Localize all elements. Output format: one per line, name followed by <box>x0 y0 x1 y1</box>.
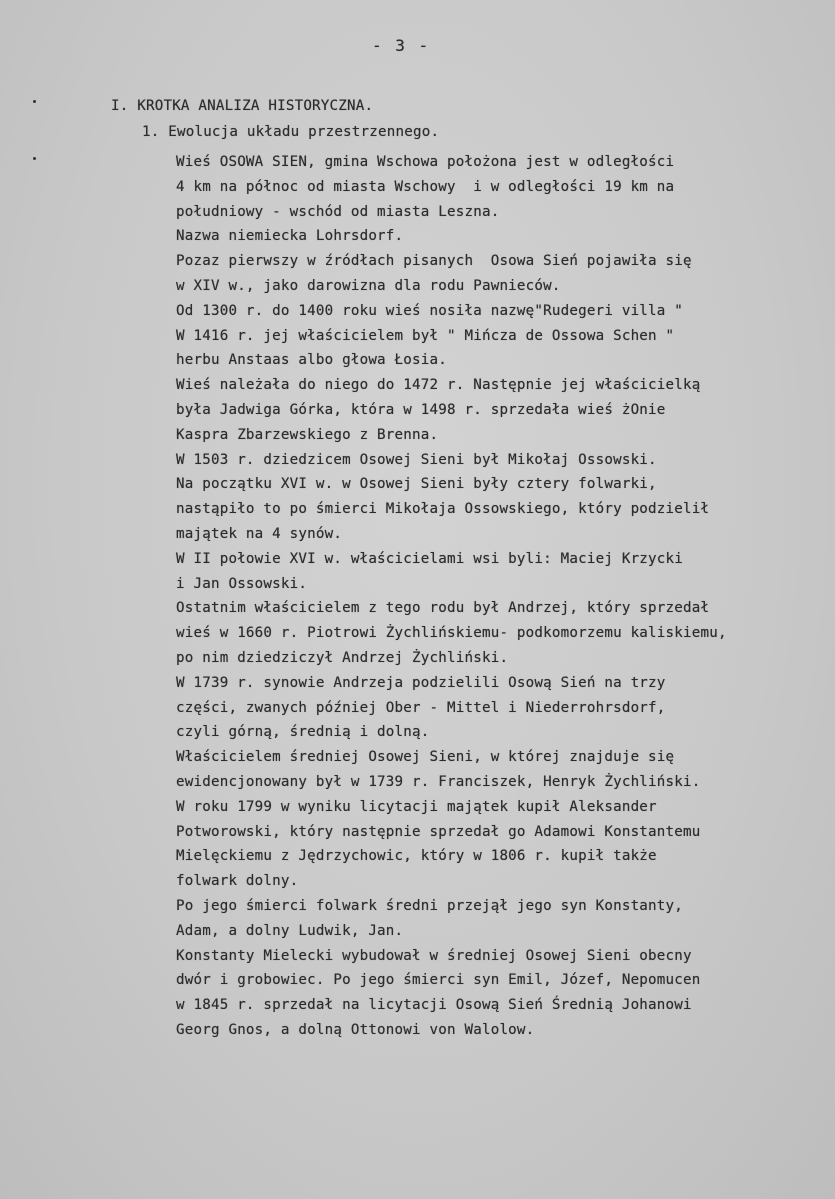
punch-mark <box>33 157 36 160</box>
text-line: w XIV w., jako darowizna dla rodu Pawnieców. <box>176 277 561 294</box>
text-line: W 1416 r. jej właścicielem był " Mińcza de Ossowa Schen " <box>176 327 675 344</box>
text-line: Adam, a dolny Ludwik, Jan. <box>176 922 404 939</box>
text-line: południowy - wschód od miasta Leszna. <box>176 203 500 220</box>
text-line: Wieś OSOWA SIEN, gmina Wschowa położona jest w odległości <box>176 154 675 170</box>
punch-mark <box>33 100 36 103</box>
text-line: 4 km na północ od miasta Wschowy i w odległości 19 km na <box>176 178 675 195</box>
paragraph <box>176 150 727 1043</box>
text-line: folwark dolny. <box>176 873 299 890</box>
text-line: Konstanty Mielecki wybudował w średniej Osowej Sieni obecny <box>176 947 692 964</box>
text-line: Wieś należała do niego do 1472 r. Następnie jej właścicielką <box>176 377 701 394</box>
text-line: Nazwa niemiecka Lohrsdorf. <box>176 228 404 245</box>
text-line: Kaspra Zbarzewskiego z Brenna. <box>176 426 439 443</box>
text-line: nastąpiło to po śmierci Mikołaja Ossowskiego, który podzielił <box>176 501 710 518</box>
text-line: była Jadwiga Górka, która w 1498 r. sprzedała wieś żOnie <box>176 401 666 418</box>
text-line: ewidencjonowany był w 1739 r. Franciszek, Henryk Żychliński. <box>176 773 701 790</box>
text-line: wieś w 1660 r. Piotrowi Żychlińskiemu- podkomorzemu kaliskiemu, <box>176 625 727 642</box>
text-line: i Jan Ossowski. <box>176 575 308 592</box>
chapter-heading: I. KROTKA ANALIZA HISTORYCZNA. <box>111 98 374 114</box>
text-line: części, zwanych później Ober - Mittel i Niederrohrsdorf, <box>176 699 666 716</box>
text-line: Ostatnim właścicielem z tego rodu był Andrzej, który sprzedał <box>176 600 710 617</box>
text-line: dwór i grobowiec. Po jego śmierci syn Emil, Józef, Nepomucen <box>176 972 701 989</box>
text-line: Potworowski, który następnie sprzedał go Adamowi Konstantemu <box>176 823 701 840</box>
text-line: Na początku XVI w. w Osowej Sieni były cztery folwarki, <box>176 476 657 493</box>
text-line: Mielęckiemu z Jędrzychowic, który w 1806 r. kupił także <box>176 848 657 865</box>
text-line: W 1503 r. dziedzicem Osowej Sieni był Mikołaj Ossowski. <box>176 451 657 468</box>
text-line: w 1845 r. sprzedał na licytacji Osową Sień Średnią Johanowi <box>176 997 692 1014</box>
text-line: herbu Anstaas albo głowa Łosia. <box>176 352 447 369</box>
text-line: Właścicielem średniej Osowej Sieni, w której znajduje się <box>176 749 675 766</box>
text-line: W 1739 r. synowie Andrzeja podzielili Osową Sień na trzy <box>176 674 666 691</box>
section-heading: 1. Ewolucja układu przestrzennego. <box>142 124 440 140</box>
text-line: Od 1300 r. do 1400 roku wieś nosiła nazwę"Rudegeri villa " <box>176 302 684 319</box>
text-line: majątek na 4 synów. <box>176 525 343 542</box>
text-line: po nim dziedziczył Andrzej Żychliński. <box>176 649 509 666</box>
text-line: W roku 1799 w wyniku licytacji majątek kupił Aleksander <box>176 798 657 815</box>
text-line: W II połowie XVI w. właścicielami wsi byli: Maciej Krzycki <box>176 550 684 567</box>
text-line: czyli górną, średnią i dolną. <box>176 724 430 741</box>
page-number: - 3 - <box>372 36 431 55</box>
text-line: Po jego śmierci folwark średni przejął jego syn Konstanty, <box>176 897 684 914</box>
text-line: Pozaz pierwszy w źródłach pisanych Osowa Sień pojawiła się <box>176 253 692 270</box>
text-line: Georg Gnos, a dolną Ottonowi von Walolow. <box>176 1021 535 1038</box>
